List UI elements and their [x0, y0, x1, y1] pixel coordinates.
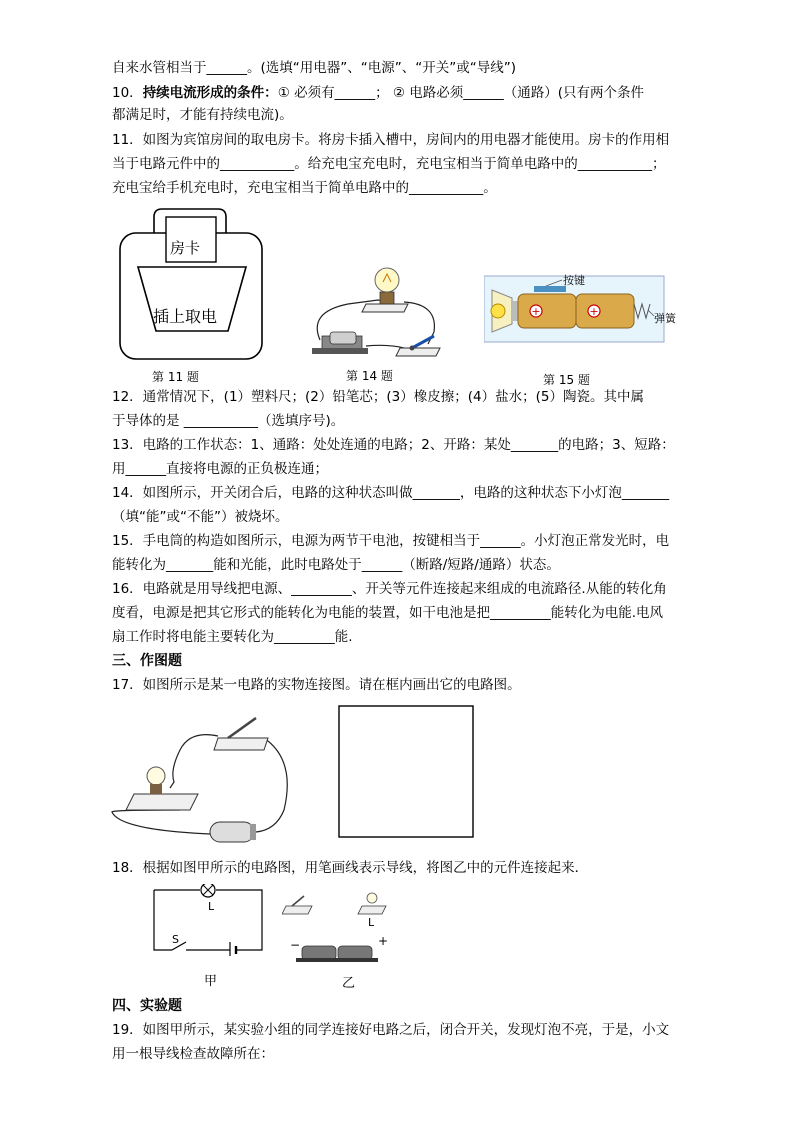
q10-text — [112, 82, 644, 104]
q14-text-2: （填“能”或“不能”）被烧坏。 — [112, 509, 289, 525]
button-label: 按键 — [563, 274, 585, 287]
q15-text-2: 能转化为_______能和光能，此时电路处于______（断路/短路/通路）状态。 — [112, 557, 560, 573]
q10-bold-term: 持续电流形成的条件： — [142, 85, 278, 101]
spring-label: 弹簧 — [654, 312, 676, 325]
diagram-b-caption: 乙 — [342, 976, 356, 991]
q16-text-3: 扇工作时将电能主要转化为_________能. — [112, 629, 353, 645]
q11-text-2: 当于电路元件中的___________。给充电宝充电时，充电宝相当于简单电路中的___________； — [112, 156, 666, 172]
components-diagram-b — [282, 890, 392, 966]
fig15-caption: 第 15 题 — [543, 373, 590, 387]
answer-box — [338, 705, 476, 839]
q17-text: 17．如图所示是某一电路的实物连接图。请在框内画出它的电路图。 — [112, 677, 521, 693]
q19-text-1: 19．如图甲所示，某实验小组的同学连接好电路之后，闭合开关，发现灯泡不亮，于是，小文 — [112, 1022, 670, 1038]
card-slot-label: 插上取电 — [153, 307, 218, 326]
section-experiment-heading: 四、实验题 — [112, 998, 182, 1014]
room-card-label: 房卡 — [170, 239, 201, 257]
q10-text-cont: 都满足时，才能有持续电流)。 — [112, 107, 293, 123]
q9-text-tail: 自来水管相当于______。(选填“用电器”、“电源”、“开关”或“导线”) — [112, 60, 516, 76]
q10-number: 10． — [112, 85, 143, 101]
q15-text-1: 15．手电筒的构造如图所示，电源为两节干电池，按键相当于______。小灯泡正常发光时，电 — [112, 533, 670, 549]
svg-text:+: + — [589, 305, 599, 318]
q13-text-2: 用______直接将电源的正负极连通； — [112, 461, 328, 477]
switch-label-a: S — [172, 933, 179, 946]
svg-text:+: + — [531, 305, 541, 318]
room-card-figure — [118, 205, 268, 363]
q12-text-1: 12．通常情况下，(1）塑料尺；(2）铅笔芯；(3）橡皮擦；(4）盐水；(5）陶瓷。其中属 — [112, 389, 644, 405]
battery-minus-label: − — [290, 938, 301, 952]
fig14-circuit-photo — [308, 252, 446, 364]
q10-rest: ① 必须有______； ② 电路必须______（通路）(只有两个条件 — [277, 85, 645, 101]
lamp-label-a: L — [208, 900, 215, 913]
q18-text: 18．根据如图甲所示的电路图，用笔画线表示导线，将图乙中的元件连接起来． — [112, 860, 589, 876]
q14-text-1: 14．如图所示，开关闭合后，电路的这种状态叫做_______，电路的这种状态下小灯泡_______ — [112, 485, 670, 501]
q11-text-3: 充电宝给手机充电时，充电宝相当于简单电路中的___________。 — [112, 180, 497, 196]
q19-text-2: 用一根导线检查故障所在： — [112, 1046, 274, 1062]
fig14-caption: 第 14 题 — [346, 369, 393, 383]
q16-text-1: 16．电路就是用导线把电源、_________、开关等元件连接起来组成的电流路径.从能的转化角 — [112, 581, 667, 597]
fig17-circuit-photo — [110, 710, 306, 856]
fig11-caption: 第 11 题 — [152, 370, 199, 384]
diagram-a-caption: 甲 — [204, 974, 218, 989]
schematic-diagram-a — [150, 884, 266, 956]
q12-text-2: 于导体的是 ___________（选填序号)。 — [112, 413, 345, 429]
battery-plus-label: + — [378, 934, 389, 948]
q16-text-2: 度看，电源是把其它形式的能转化为电能的装置，如干电池是把_________能转化为电能.电风 — [112, 605, 664, 621]
lamp-label-b: L — [368, 916, 375, 929]
section-drawing-heading: 三、作图题 — [112, 653, 182, 669]
q13-text-1: 13．电路的工作状态：1、通路：处处连通的电路；2、开路：某处_______的电路；3、短路： — [112, 437, 675, 453]
q11-text-1: 11．如图为宾馆房间的取电房卡。将房卡插入槽中，房间内的用电器才能使用。房卡的作用相 — [112, 132, 670, 148]
